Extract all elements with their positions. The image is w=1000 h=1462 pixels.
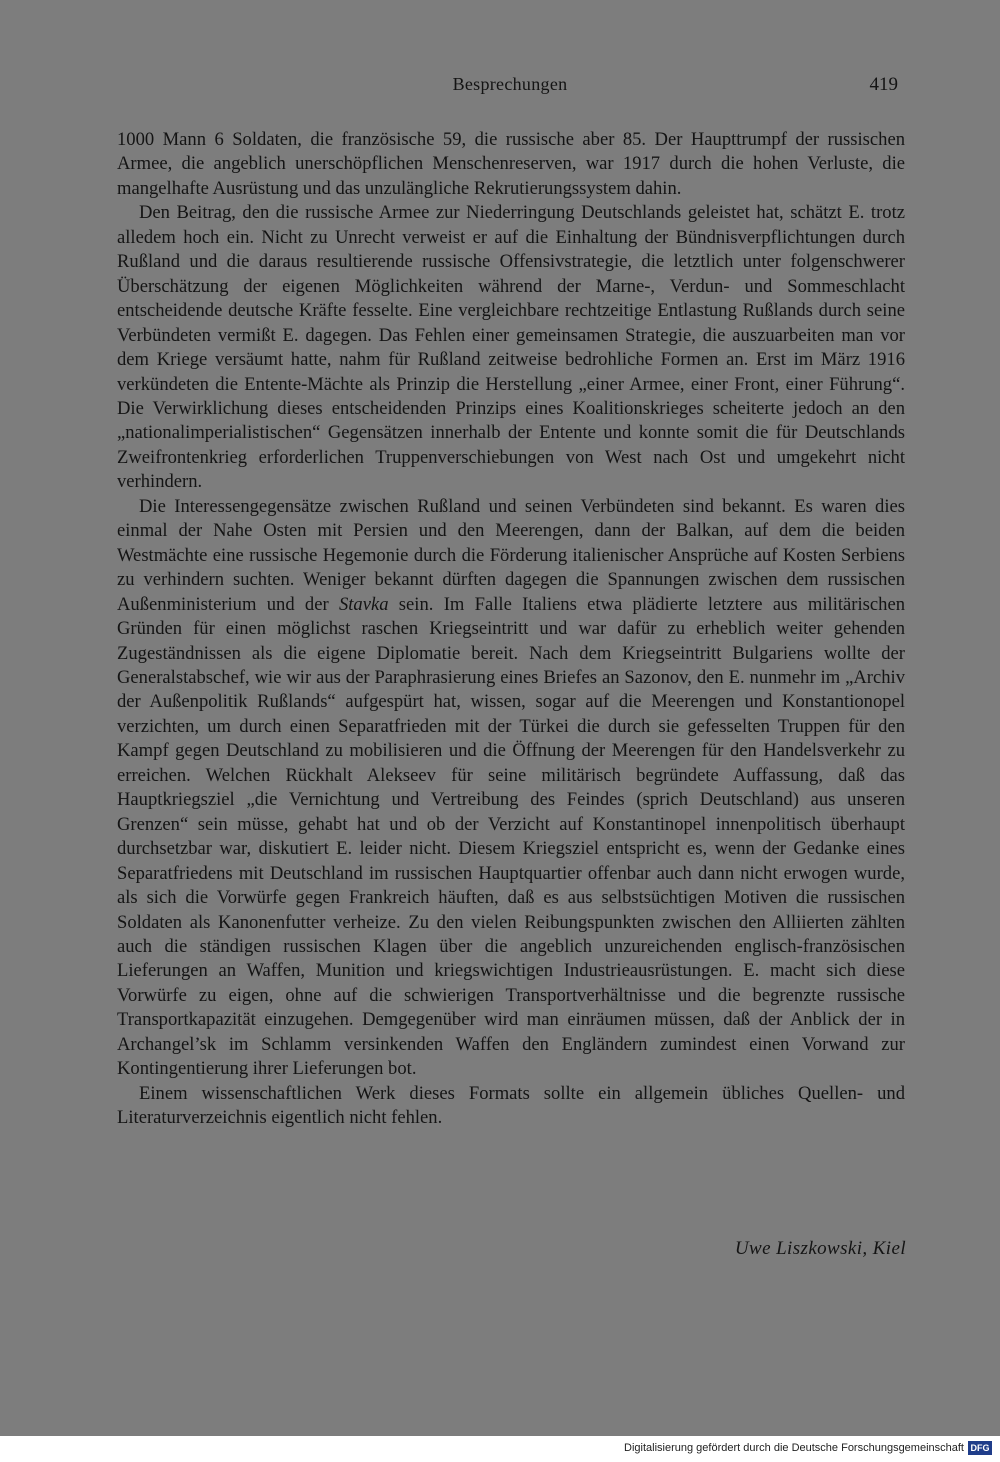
paragraph-text: sein. Im Falle Italiens etwa plädierte letztere aus militärischen Gründen für einen möglichst raschen Kriegseintritt und war dafür zu erheblich weiter gehenden Zugeständnissen als die eigene Diplomatie bereit. Nach dem Kriegseintritt Bulgariens wollte der Generalstabschef, wie wir aus der Paraphrasierung eines Briefes an Sazonov, den E. nunmehr im „Archiv der Außenpolitik Rußlands“ aufgespürt hat, wissen, sogar auf die Meerengen und Konstantionopel verzichten, um durch einen Separatfrieden mit der Türkei die durch sie gefesselten Truppen für den Kampf gegen Deutschland zu mobilisieren und die Öffnung der Meerengen für den Handelsverkehr zu erreichen. Welchen Rückhalt Alekseev für seine militärisch begründete Auffassung, daß das Hauptkriegsziel „die Vernichtung und Vertreibung des Feindes (sprich Deutschland) aus unseren Grenzen“ sein müsse, gehabt hat und ob der Verzicht auf Konstantinopel innenpolitisch überhaupt durchsetzbar war, diskutiert E. leider nicht. Diesem Kriegsziel entspricht es, wenn der Gedanke eines Separatfriedens mit Deutschland im russischen Hauptquartier offenbar auch dann nicht erwogen wurde, als sich die Vorwürfe gegen Frankreich häuften, daß es aus selbstsüchtigen Motiven die russischen Soldaten als Kanonenfutter verheize. Zu den vielen Reibungspunkten zwischen den Alliierten zählten auch die ständigen russischen Klagen über die angeblich unzureichenden englisch-französischen Lieferungen an Waffen, Munition und kriegswichtigen Industrieausrüstungen. E. macht sich diese Vorwürfe zu eigen, ohne auf die schwierigen Transportverhältnisse und die begrenzte russische Transportkapazität einzugehen. Demgegenüber wird man einräumen müssen, daß der Anblick der in Archangel’sk im Schlamm versinkenden Waffen den Engländern zumindest einen Vorwand zur Kontingentierung ihrer Lieferungen bot.	[117, 593, 906, 1080]
running-title: Besprechungen	[452, 74, 568, 94]
funding-credit: Digitalisierung gefördert durch die Deutsche Forschungsgemeinschaft	[624, 1442, 964, 1454]
footer-bar	[0, 1436, 1000, 1462]
paragraph: Einem wissenschaftlichen Werk dieses Formats sollte ein allgemein übliches Quellen- und Literaturverzeichnis eigentlich nicht fehlen.	[117, 1082, 905, 1129]
italic-term: Stavka	[338, 593, 389, 615]
paragraph	[117, 495, 905, 1082]
running-header	[0, 74, 1000, 98]
paragraph-continuation: 1000 Mann 6 Soldaten, die französische 59, die russische aber 85. Der Haupttrumpf der russischen Armee, die angeblich unerschöpflichen Menschenreserven, war 1917 durch die hohen Verluste, die mangelhafte Ausrüstung und das unzulängliche Rekrutierungssystem dahin.	[117, 129, 905, 199]
author-signature: Uwe Liszkowski, Kiel	[734, 1238, 906, 1259]
review-text	[117, 128, 905, 1131]
dfg-logo: DFG	[968, 1441, 992, 1455]
paragraph: Den Beitrag, den die russische Armee zur Niederringung Deutschlands geleistet hat, schätzt E. trotz alledem hoch ein. Nicht zu Unrecht verweist er auf die Einhaltung der Bündnisverpflichtungen durch Rußland und die daraus resultierende russische Offensivstrategie, die letztlich unter folgenschwerer Überschätzung der eigenen Möglichkeiten während der Marne-, Verdun- und Sommeschlacht entscheidende deutsche Kräfte fesselte. Eine vergleichbare rechtzeitige Entlastung Rußlands durch seine Verbündeten vermißt E. dagegen. Das Fehlen einer gemeinsamen Strategie, die auszuarbeiten man vor dem Kriege versäumt hatte, nahm für Rußland zeitweise bedrohliche Formen an. Erst im März 1916 verkündeten die Entente-Mächte als Prinzip die Herstellung „einer Armee, einer Front, einer Führung“. Die Verwirklichung dieses entscheidenden Prinzips eines Koalitionskrieges scheiterte jedoch an den „nationalimperialistischen“ Gegensätzen innerhalb der Entente und konnte somit die für Deutschlands Zweifrontenkrieg erforderlichen Truppenverschiebungen von West nach Ost und umgekehrt nicht verhindern.	[117, 202, 905, 493]
page-number: 419	[869, 74, 898, 95]
paragraph-text: Die Interessengegensätze zwischen Rußland und seinen Verbündeten sind bekannt. Es waren dies einmal der Nahe Osten mit Persien und den Meerengen, dann der Balkan, auf dem die beiden Westmächte eine russische Hegemonie durch die Förderung italienischer Ansprüche auf Kosten Serbiens zu verhindern suchten. Weniger bekannt dürften dagegen die Spannungen zwischen dem russischen Außenministerium und der	[117, 495, 905, 615]
